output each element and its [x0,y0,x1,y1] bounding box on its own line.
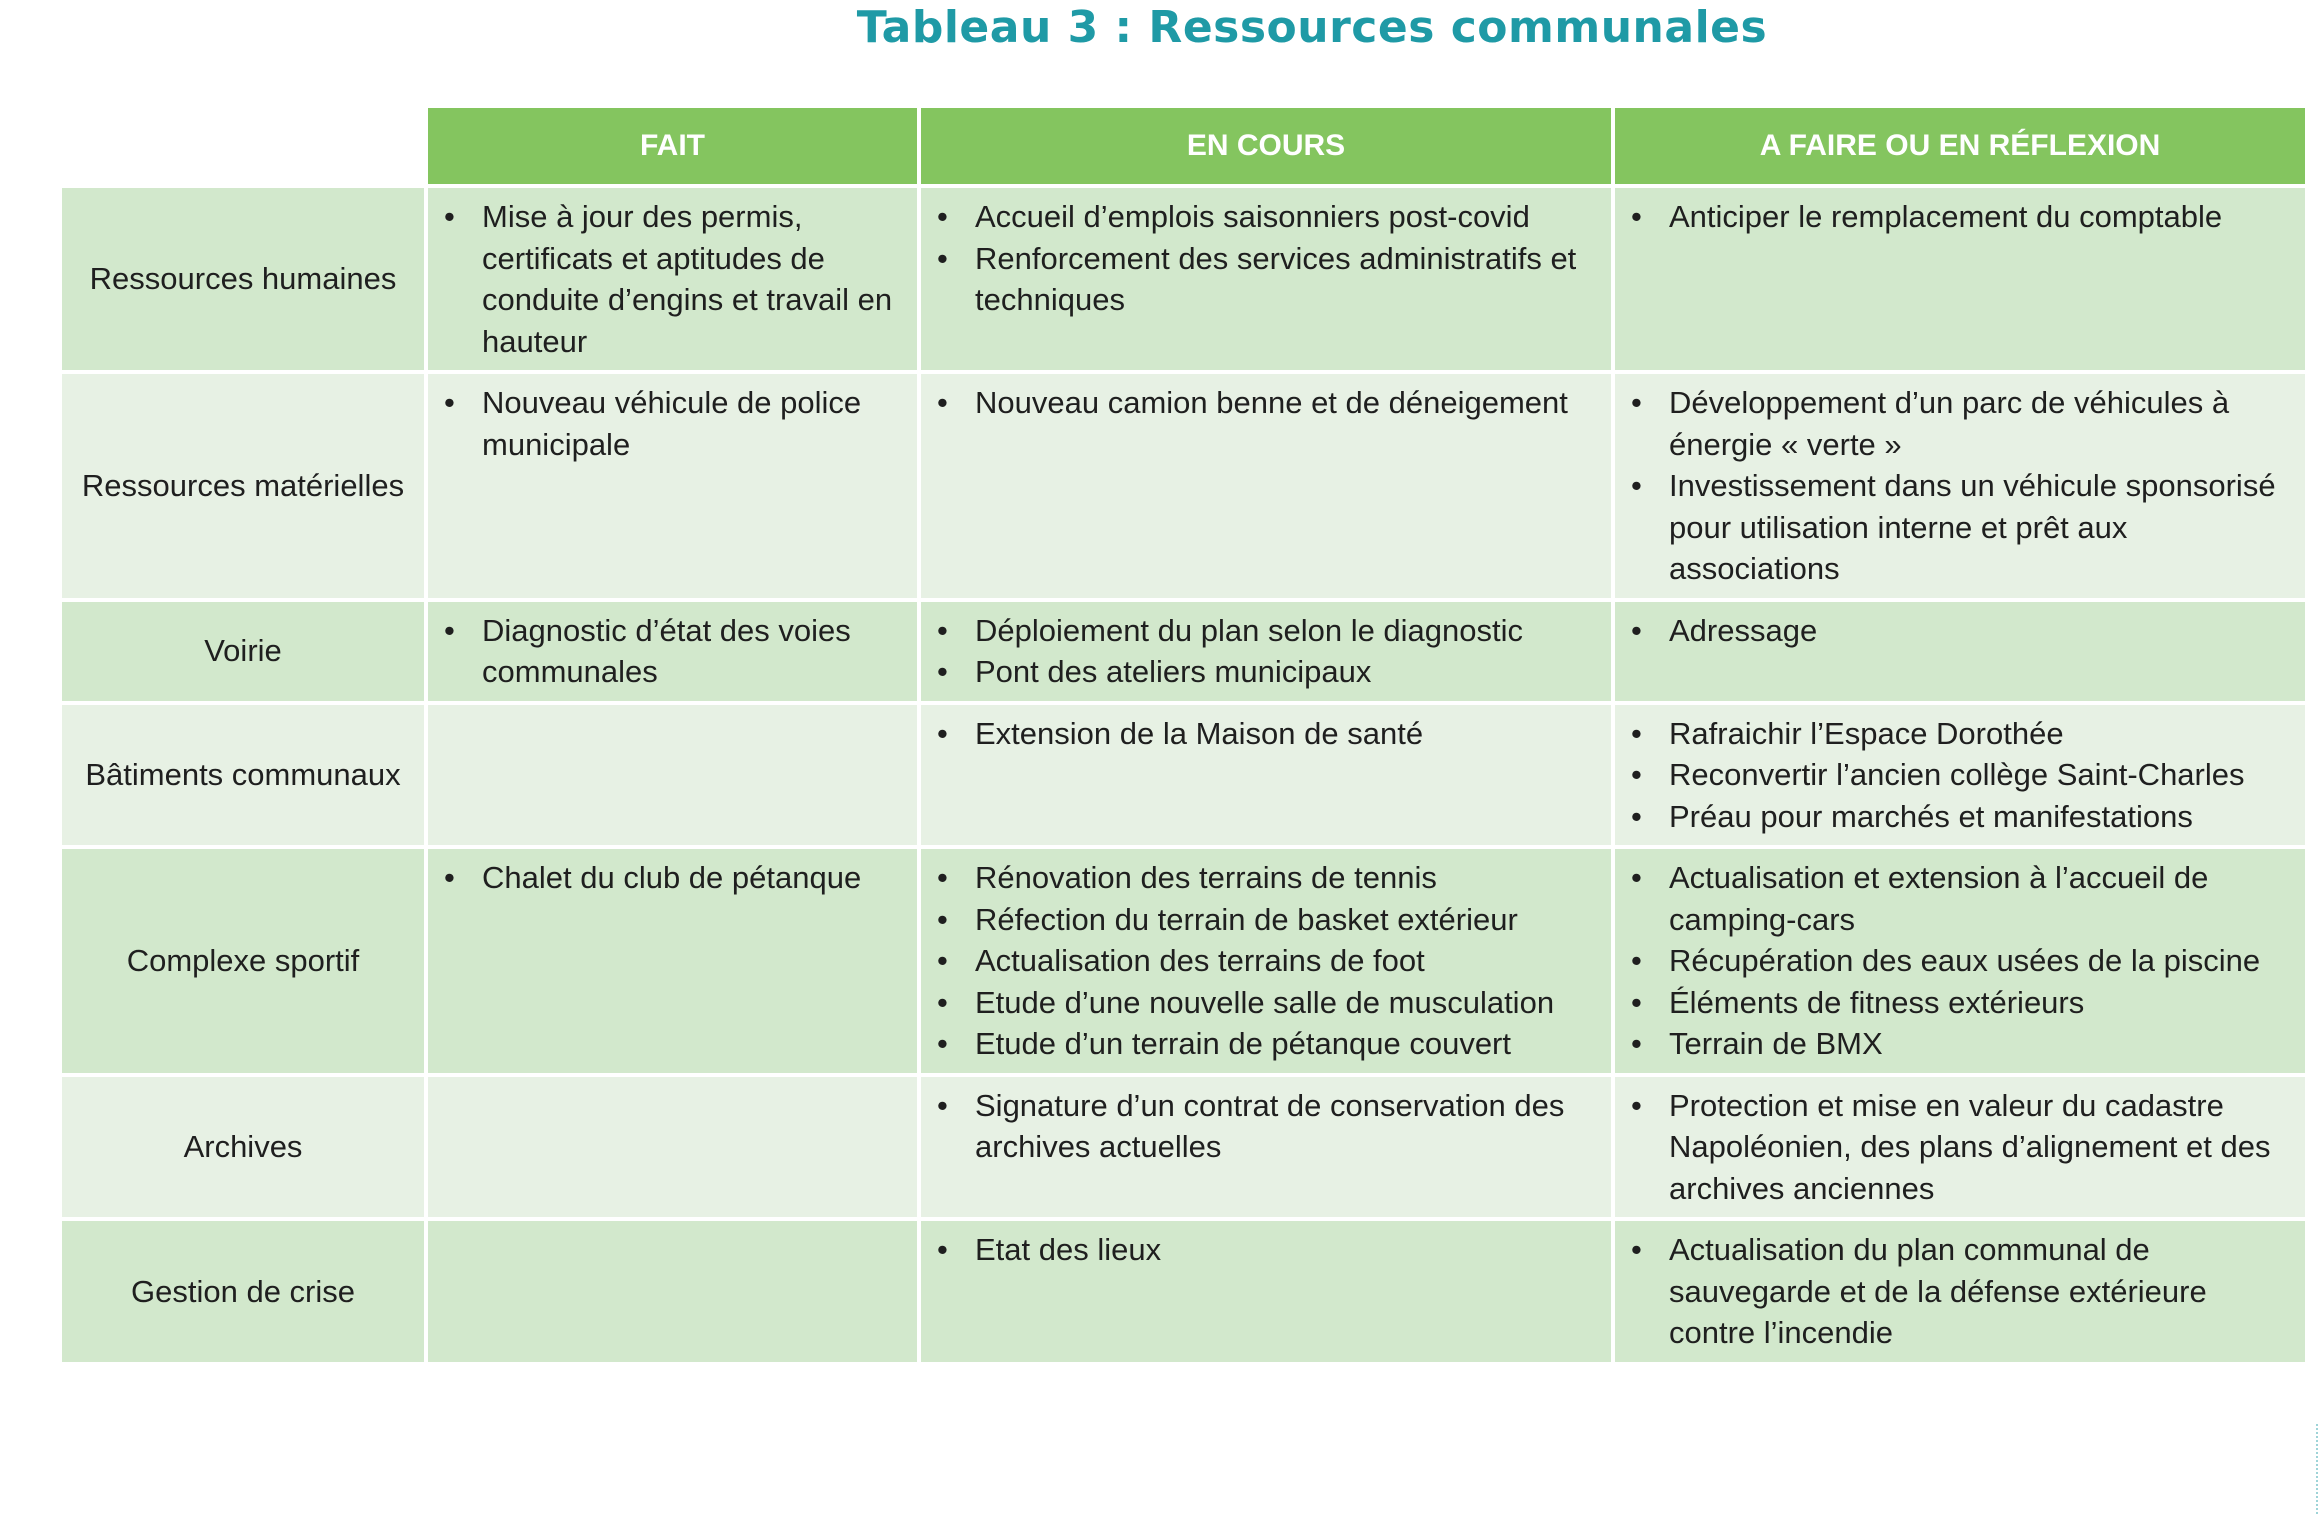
list-item: • Rafraichir l’Espace Dorothée [1629,713,2293,755]
bullet-list [442,382,905,465]
cell-in-progress [921,705,1611,846]
list-item: • Investissement dans un véhicule sponsorisé pour utilisation interne et prêt aux associations [1629,465,2293,590]
cell-done [428,1077,917,1218]
list-item: • Nouveau camion benne et de déneigement [935,382,1599,424]
cell-todo [1615,1221,2305,1362]
cell-todo [1615,1077,2305,1218]
cell-done [428,374,917,598]
bullet-list [1629,857,2293,1065]
page-title-text: Tableau 3 : Ressources communales [856,2,1768,53]
cell-in-progress [921,849,1611,1073]
list-item: • Chalet du club de pétanque [442,857,905,899]
page-title [0,2,2324,53]
list-item: • Etude d’un terrain de pétanque couvert [935,1023,1599,1065]
bullet-list [1629,610,2293,652]
list-item: • Anticiper le remplacement du comptable [1629,196,2293,238]
table-row [62,1221,2305,1362]
bullet-list [935,1085,1599,1168]
table-header-row [62,108,2305,184]
bullet-list [935,713,1599,755]
bullet-list [935,857,1599,1065]
bullet-list [1629,196,2293,238]
bullet-list [1629,713,2293,838]
cell-in-progress [921,374,1611,598]
cell-done [428,188,917,370]
list-item: • Nouveau véhicule de police municipale [442,382,905,465]
list-item: • Actualisation et extension à l’accueil de camping-cars [1629,857,2293,940]
list-item: • Pont des ateliers municipaux [935,651,1599,693]
row-label: Ressources matérielles [62,374,424,598]
cell-todo [1615,602,2305,701]
header-done: FAIT [428,108,917,184]
list-item: • Etat des lieux [935,1229,1599,1271]
list-item: • Renforcement des services administratifs et techniques [935,238,1599,321]
list-item: • Rénovation des terrains de tennis [935,857,1599,899]
cell-todo [1615,705,2305,846]
header-in-progress: EN COURS [921,108,1611,184]
list-item: • Actualisation des terrains de foot [935,940,1599,982]
table-row [62,374,2305,598]
bullet-list [935,196,1599,321]
header-todo: A FAIRE OU EN RÉFLEXION [1615,108,2305,184]
list-item: • Accueil d’emplois saisonniers post-covid [935,196,1599,238]
bullet-list [1629,1085,2293,1210]
header-empty-cell [62,108,424,184]
resources-table [58,104,2309,1366]
cell-todo [1615,188,2305,370]
bullet-list [1629,382,2293,590]
cell-in-progress [921,188,1611,370]
row-label: Complexe sportif [62,849,424,1073]
list-item: • Déploiement du plan selon le diagnostic [935,610,1599,652]
row-label: Voirie [62,602,424,701]
cell-done [428,1221,917,1362]
cell-done [428,705,917,846]
table-row [62,602,2305,701]
cell-in-progress [921,1221,1611,1362]
list-item: • Développement d’un parc de véhicules à énergie « verte » [1629,382,2293,465]
bullet-list [935,610,1599,693]
list-item: • Extension de la Maison de santé [935,713,1599,755]
decorative-dots [2316,1424,2322,1514]
list-item: • Diagnostic d’état des voies communales [442,610,905,693]
list-item: • Éléments de fitness extérieurs [1629,982,2293,1024]
bullet-list [442,196,905,362]
cell-done [428,849,917,1073]
list-item: • Etude d’une nouvelle salle de musculation [935,982,1599,1024]
table-row [62,849,2305,1073]
bullet-list [1629,1229,2293,1354]
list-item: • Adressage [1629,610,2293,652]
cell-todo [1615,374,2305,598]
row-label: Ressources humaines [62,188,424,370]
list-item: • Actualisation du plan communal de sauvegarde et de la défense extérieure contre l’incendie [1629,1229,2293,1354]
list-item: • Mise à jour des permis, certificats et aptitudes de conduite d’engins et travail en hauteur [442,196,905,362]
table-row [62,1077,2305,1218]
bullet-list [442,610,905,693]
row-label: Archives [62,1077,424,1218]
table-row [62,705,2305,846]
table-row [62,188,2305,370]
cell-todo [1615,849,2305,1073]
list-item: • Reconvertir l’ancien collège Saint-Charles [1629,754,2293,796]
cell-in-progress [921,602,1611,701]
list-item: • Terrain de BMX [1629,1023,2293,1065]
list-item: • Signature d’un contrat de conservation des archives actuelles [935,1085,1599,1168]
list-item: • Réfection du terrain de basket extérieur [935,899,1599,941]
list-item: • Protection et mise en valeur du cadastre Napoléonien, des plans d’alignement et des archives anciennes [1629,1085,2293,1210]
list-item: • Préau pour marchés et manifestations [1629,796,2293,838]
table-body [62,188,2305,1362]
bullet-list [935,1229,1599,1271]
row-label: Gestion de crise [62,1221,424,1362]
bullet-list [935,382,1599,424]
cell-in-progress [921,1077,1611,1218]
row-label: Bâtiments communaux [62,705,424,846]
bullet-list [442,857,905,899]
list-item: • Récupération des eaux usées de la piscine [1629,940,2293,982]
cell-done [428,602,917,701]
